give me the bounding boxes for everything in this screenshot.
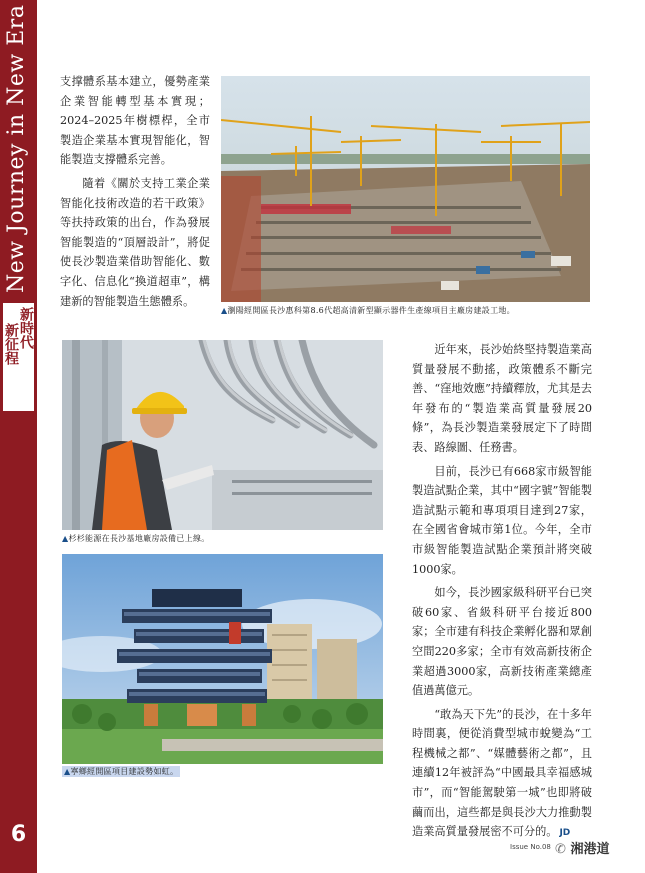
right-paragraph-1: 近年來，長沙始終堅持製造業高質量發展不動搖，政策體系不斷完善、“窪地效應”持續釋放，尤其是去年發布的“製造業高質量發展20條”，為長沙製造業發展定下了時間表、路線圖、任務書。	[412, 343, 592, 454]
worker-illustration	[62, 340, 383, 530]
left-paragraph-2: 隨着《關於支持工業企業智能化技術改造的若干政策》等扶持政策的出台，作為發展智能製造的“頂層設計”，將促使長沙製造業借助智能化、數字化、信息化“換道超車”，構建新的智能製造生態體系。	[60, 176, 210, 308]
building-photo-caption-text: 寧鄉經開區項目建設勢如虹。	[70, 767, 179, 776]
worker-photo	[62, 340, 383, 530]
building-photo	[62, 554, 383, 764]
sidebar	[0, 0, 37, 873]
construction-site-illustration	[221, 76, 590, 302]
construction-site-photo	[221, 76, 590, 302]
caption-triangle-icon: ▲	[221, 306, 228, 315]
caption-triangle-icon: ▲	[64, 767, 71, 776]
issue-number: Issue No.08	[510, 843, 551, 851]
worker-photo-caption-text: 杉杉能源在長沙基地廠房設備已上線。	[68, 534, 210, 543]
page-number: 6	[10, 822, 27, 847]
magazine-section-title: New Journey in New Era	[4, 4, 29, 293]
left-paragraph-1: 支撑體系基本建立，優勢產業企業智能轉型基本實現；2024–2025年樹標桿，全市製造企業基本實現智能化，智能製造支撐體系完善。	[60, 75, 210, 167]
right-paragraph-4	[412, 705, 592, 844]
section-tag-line1: 新時代	[18, 307, 34, 349]
building-illustration	[62, 554, 383, 764]
watermark-text: 湘港道	[570, 842, 610, 857]
top-photo-caption-text: 瀏陽經開區長沙惠科第8.6代超高清新型顯示器件生產線項目主廠房建設工地。	[227, 306, 515, 315]
section-tag	[3, 303, 34, 411]
caption-triangle-icon: ▲	[62, 534, 69, 543]
watermark-chat-icon: ✆	[555, 842, 566, 857]
worker-photo-caption	[62, 533, 210, 544]
right-paragraph-3: 如今，長沙國家級科研平台已突破60家、省級科研平台接近800家；全市建有科技企業孵化器和眾創空間220多家；全市有效高新技術企業超過3000家，高新技術產業總產值過萬億元。	[412, 586, 592, 698]
right-paragraph-4-text: “敢為天下先”的長沙，在十多年時間裏，便從消費型城市蛻變為“工程機械之都”、“媒體藝術之都”，且連續12年被評為“中國最具幸福感城市”，而“智能駕駛第一城”也即將破繭而出，這些都是與長沙大力推動製造業高質量發展密不可分的。	[412, 707, 592, 839]
watermark	[555, 838, 609, 857]
section-tag-line2: 新征程	[3, 323, 19, 365]
building-photo-caption	[62, 766, 180, 777]
right-text-column	[412, 340, 592, 844]
end-mark-logo: JD	[559, 828, 571, 839]
right-paragraph-2: 目前，長沙已有668家市級智能製造試點企業，其中“國字號”智能製造試點示範和專項項目達到27家，在全國省會城市第1位。今年，全市市級智能製造試點企業預計將突破1000家。	[412, 464, 592, 576]
left-text-column	[60, 72, 210, 315]
top-photo-caption	[221, 305, 515, 316]
